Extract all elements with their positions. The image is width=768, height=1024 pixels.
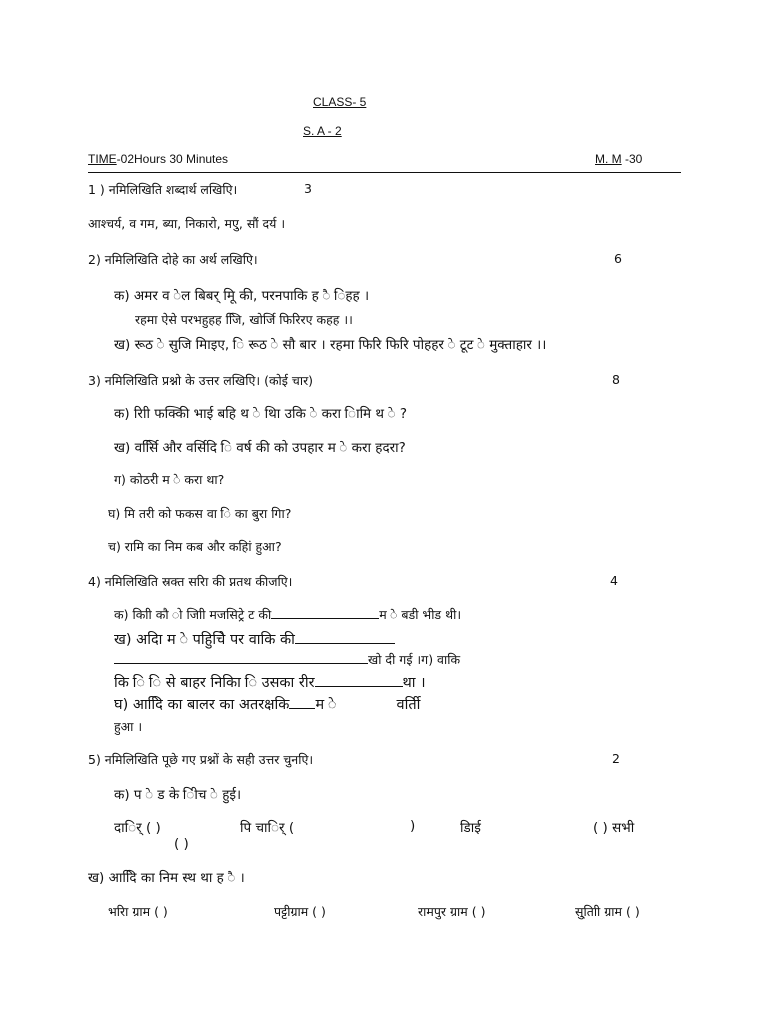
q4-c-post: था । [402, 675, 426, 691]
q4-d [114, 694, 420, 714]
q1-title: 1 ) नमिलिखिति शब्दार्थ लखिएि। [88, 182, 238, 197]
marks-value: -30 [621, 152, 643, 166]
q5-marks: 2 [612, 751, 620, 766]
q4-title: 4) नमिलिखिति स्रक्त सराि की प्नतथ कीजएि। [88, 574, 293, 589]
class-heading: CLASS- 5 [313, 95, 367, 109]
q3-a: क) रािी फक्किी भाई बहि थ े थिा उकि े करा िामि थ े ? [114, 406, 408, 422]
q3-e: च) रामि का निम कब और कहािं हुआ? [108, 539, 282, 554]
q4-c [114, 672, 426, 692]
q4-a-post: म े बडी भीड थी। [379, 607, 462, 622]
q5-b: ख) आदिि का निम स्थ था ह ै । [88, 870, 245, 886]
q5-a: क) प े ड के िीच े हुई। [114, 787, 242, 803]
q2-title: 2) नमिलिखिति दोहे का अर्थ लखिएि। [88, 252, 258, 267]
q4-b-cont [114, 651, 460, 668]
q4-b-blank-2 [114, 651, 368, 664]
q5-opt-3: डिाई [460, 820, 481, 836]
q3-title: 3) नमिलिखिति प्रश्नो के उत्तर लखिएि। (कोई चार) [88, 373, 314, 388]
q4-b [114, 629, 395, 649]
q1-words: आश्चर्य, व गम, ब्या, निकारो, मएु, सौं दर्य । [88, 216, 286, 231]
q4-d-post: वर्तीि [396, 697, 421, 713]
q3-d: घ) मि तरी को फकस वा ि का बुरा गिा? [108, 506, 292, 521]
q4-b-post: खो दी गई ।ग) वाकि [368, 652, 461, 667]
q4-b-blank [295, 631, 395, 644]
header-divider [88, 172, 681, 173]
q4-d-blank [289, 696, 315, 709]
q2-line-c: ख) रूठ े सुजि मिाइए, ि रूठ े सौ बार । रहमा फिरि फिरि पोहहर े टूट े मुक्ताहार ।। [114, 337, 547, 353]
q5-b-opt-1: भरिा ग्राम ( ) [108, 904, 168, 919]
q3-marks: 8 [612, 372, 620, 387]
q5-opt-2: पि चार्ि ( [240, 820, 295, 836]
q3-b: ख) वर्सिि और वर्सिदि ि वर्ष की को उपहार म े करा हदरा? [114, 440, 406, 456]
q4-a-pre: क) कािी कौ ो जािी मजसिट्रे ट की [114, 607, 272, 622]
q2-line-a: क) अमर व ेल बिबर् मिू की, परनपाकि ह ै िहह । [114, 288, 370, 304]
time-row [88, 152, 228, 166]
q5-b-opt-2: पट्टीग्राम ( ) [274, 904, 326, 919]
q5-b-opt-4: सु्तािी ग्राम ( ) [575, 904, 640, 919]
q2-line-b: रहमा ऐसे परभहुहह जिि, खोर्जि फिरिरए कहह ।। [135, 312, 353, 327]
q4-d-mid: म े [315, 697, 337, 713]
q4-c-blank [315, 674, 403, 687]
q2-marks: 6 [614, 251, 622, 266]
q5-opt-last: ( ) [174, 836, 189, 852]
q5-opt-4: ( ) सभी [593, 820, 635, 836]
q1-marks: 3 [304, 181, 312, 196]
q4-a [114, 606, 461, 623]
q5-opt-1: दार्ि ( ) [114, 820, 161, 836]
q4-d-pre: घ) आदिि का बालर का अतरक्षकि [114, 697, 290, 713]
q5-title: 5) नमिलिखिति पूछे गए प्रश्नों के सही उत्तर चुनएि। [88, 752, 314, 767]
q4-marks: 4 [610, 573, 618, 588]
q3-c: ग) कोठरी म े करा था? [114, 472, 225, 487]
exam-heading: S. A - 2 [303, 124, 342, 138]
marks-label: M. M [595, 152, 622, 166]
marks-row [595, 152, 642, 166]
q4-d-end: हुआ । [114, 719, 143, 734]
q4-b-pre: ख) अदाि म े पहुिचिे पर वाकि की [114, 632, 295, 648]
q4-a-blank [271, 606, 379, 619]
time-value: -02Hours 30 Minutes [116, 152, 229, 166]
q4-c-pre: कि ि ि से बाहर निकाि ि उसका रीर [114, 675, 315, 691]
q5-b-opt-3: रामपुर ग्राम ( ) [418, 904, 486, 919]
time-label: TIME [88, 152, 117, 166]
q5-opt-2-close: ) [410, 818, 416, 834]
